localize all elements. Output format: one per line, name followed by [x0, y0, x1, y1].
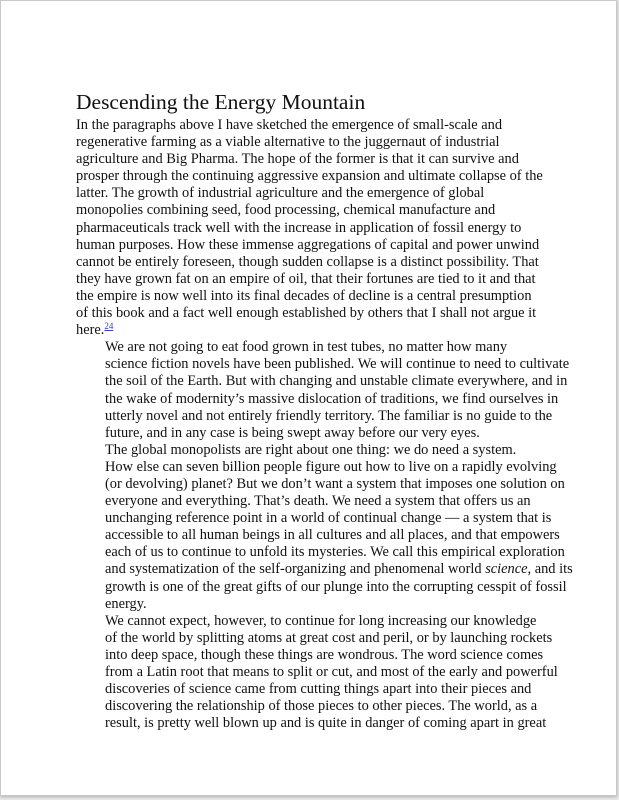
paragraph-3 [76, 441, 573, 613]
text-line: everyone and everything. That’s death. We need a system that offers us an [105, 493, 531, 510]
text-line: the empire is now well into its final decades of decline is a central presumption [76, 287, 532, 304]
text-fragment: here. [76, 322, 105, 339]
text-line: monopolies combining seed, food processing, chemical manufacture and [76, 202, 496, 219]
text-line: In the paragraphs above I have sketched the emergence of small-scale and [76, 117, 503, 133]
text-line: of the world by splitting atoms at great cost and peril, or by launching rockets [105, 629, 553, 646]
emphasized-word: science [485, 561, 528, 578]
page-content [76, 89, 573, 732]
text-line: of this book and a fact well enough established by others that I shall not argue it [76, 305, 537, 322]
paragraph-1 [76, 117, 550, 339]
text-line-with-emphasis [76, 561, 573, 578]
text-line: from a Latin root that means to split or cut, and most of the early and powerful [105, 664, 558, 680]
text-line: latter. The growth of industrial agriculture and the emergence of global [76, 185, 485, 202]
text-line: science fiction novels have been published. We will continue to need to cultivate [105, 356, 570, 373]
paragraph-2 [76, 339, 570, 442]
text-line: the soil of the Earth. But with changing and unstable climate everywhere, and in [105, 373, 568, 390]
text-fragment: , and its [527, 561, 573, 578]
text-line: energy. [105, 595, 147, 612]
text-line-with-footnote [76, 322, 550, 339]
text-line: each of us to continue to unfold its mysteries. We call this empirical exploration [105, 544, 565, 561]
text-line: regenerative farming as a viable alternative to the juggernaut of industrial [76, 134, 500, 151]
text-line: discoveries of science came from cutting things apart into their pieces and [105, 681, 532, 698]
text-line: the wake of modernity’s massive dislocation of traditions, we find ourselves in [105, 390, 559, 407]
text-line: The global monopolists are right about one thing: we do need a system. [105, 441, 517, 458]
text-line: human purposes. How these immense aggregations of capital and power unwind [76, 236, 540, 253]
text-line: We are not going to eat food grown in test tubes, no matter how many [105, 339, 508, 356]
text-line: future, and in any case is being swept away before our very eyes. [105, 424, 480, 441]
text-line: prosper through the continuing aggressive expansion and ultimate collapse of the [76, 168, 543, 185]
text-line: cannot be entirely foreseen, though sudden collapse is a distinct possibility. That [76, 253, 539, 270]
text-line: into deep space, though these things are wondrous. The word science comes [105, 646, 544, 663]
text-line: We cannot expect, however, to continue for long increasing our knowledge [105, 612, 537, 629]
text-line: pharmaceuticals track well with the increase in application of fossil energy to [76, 219, 522, 236]
paragraph-4 [76, 612, 558, 733]
text-line: they have grown fat on an empire of oil, that their fortunes are tied to it and that [76, 270, 536, 287]
text-line: discovering the relationship of those pieces to other pieces. The world, as a [105, 698, 538, 715]
footnote-link[interactable]: 24 [104, 321, 114, 332]
section-heading: Descending the Energy Mountain [76, 90, 366, 114]
text-line: growth is one of the great gifts of our plunge into the corrupting cesspit of fossil [105, 578, 567, 595]
text-fragment: and systematization of the self-organizing and phenomenal world [105, 561, 486, 578]
text-line: accessible to all human beings in all cultures and all places, and that empowers [105, 527, 560, 544]
text-line: utterly novel and not entirely friendly territory. The familiar is no guide to the [105, 407, 553, 424]
text-line: agriculture and Big Pharma. The hope of the former is that it can survive and [76, 151, 519, 168]
text-line: How else can seven billion people figure out how to live on a rapidly evolving [105, 458, 557, 475]
text-line: result, is pretty well blown up and is quite in danger of coming apart in great [105, 715, 547, 732]
text-line: (or devolving) planet? But we don’t want a system that imposes one solution on [105, 475, 565, 492]
text-line: unchanging reference point in a world of continual change — a system that is [105, 510, 552, 527]
